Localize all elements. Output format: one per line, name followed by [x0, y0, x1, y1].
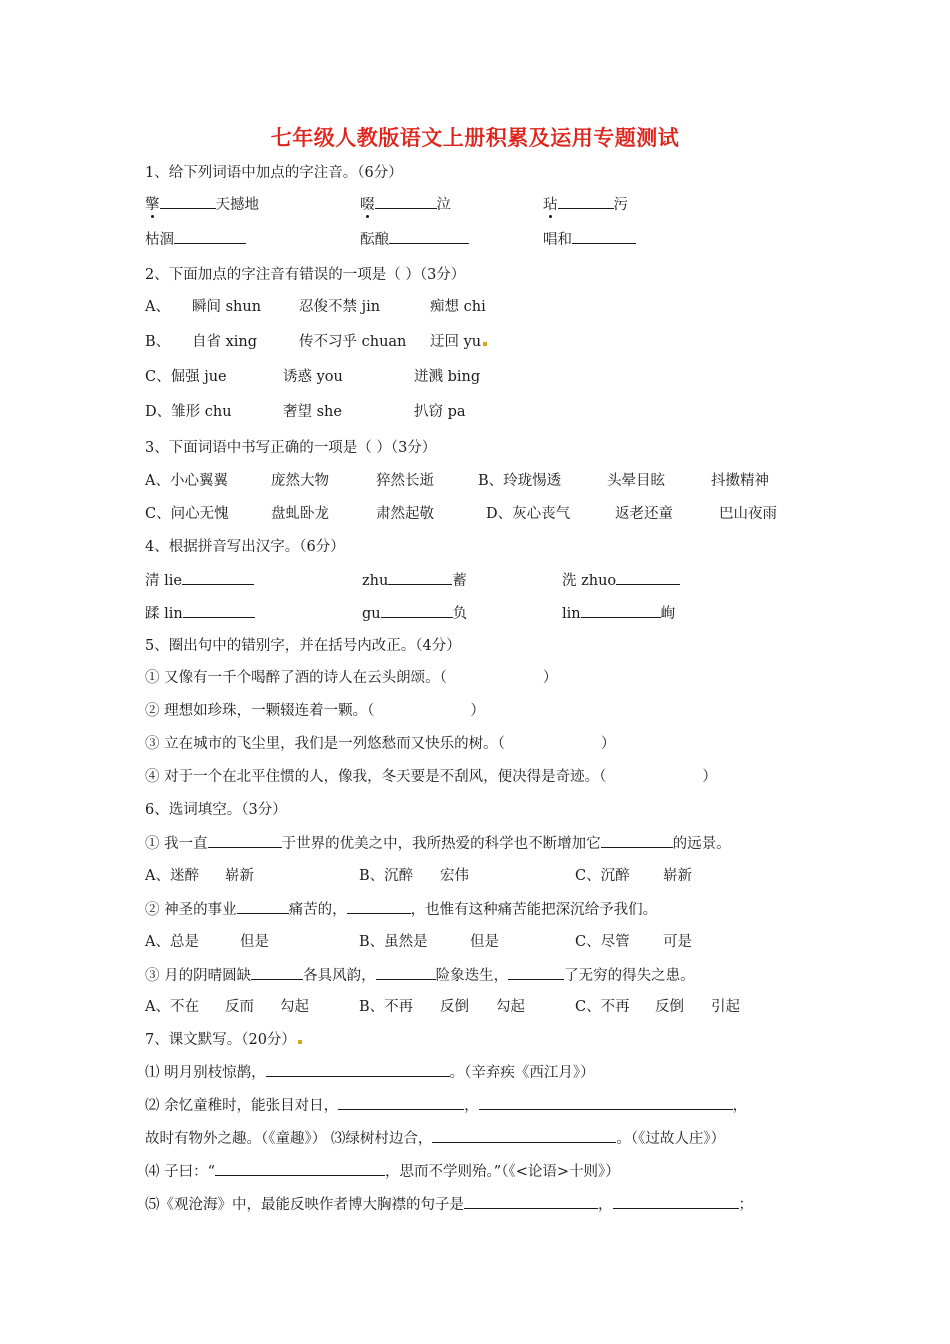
q7-p5-part: ⑸《观沧海》中，最能反映作者博大胸襟的句子是 [145, 1197, 464, 1213]
q6-option: C、不再 [575, 999, 630, 1015]
q7-poem-1 [145, 1062, 595, 1083]
q1-blank-4[interactable] [174, 229, 246, 244]
q6-option: A、总是 [145, 934, 199, 950]
q6-s1-part: 于世界的优美之中，我所热爱的科学也不断增加它 [281, 836, 601, 852]
q6-option: B、虽然是 [359, 934, 428, 950]
q1-row-1 [145, 194, 845, 216]
q7-poem-2 [145, 1095, 747, 1116]
q7-p1-part: 。（辛弃疾《西江月》） [449, 1065, 595, 1081]
q4-item-2: zhu [362, 573, 389, 589]
q6-option: 勾起 [496, 999, 525, 1015]
page-title: 七年级人教版语文上册积累及运用专题测试 [270, 125, 680, 150]
q7-p5-part: ， [598, 1197, 613, 1213]
q4-item-5: gu [362, 606, 381, 622]
q3-item: 返老还童 [615, 506, 673, 522]
q6-option: 勾起 [280, 999, 309, 1015]
q6-option: B、不再 [359, 999, 414, 1015]
q6-s3-part: ③ 月的阴晴圆缺 [145, 968, 252, 984]
q6-option: C、沉醉 [575, 868, 630, 884]
q1-word-1-rest: 天撼地 [215, 197, 259, 213]
q7-heading-text: 7、课文默写。（20分） [145, 1032, 296, 1048]
q7-heading [145, 1030, 302, 1050]
q6-option: B、沉醉 [359, 868, 414, 884]
q4-blank-3[interactable] [616, 570, 680, 585]
q5-sentence-1-text: ① 又像有一千个喝醉了酒的诗人在云头朗颂。（ [145, 670, 447, 686]
q3-item: D、灰心丧气 [486, 506, 571, 522]
q6-s1-part: ① 我一直 [145, 836, 208, 852]
q3-item: 肃然起敬 [376, 506, 434, 522]
q6-sentence-2 [145, 899, 657, 920]
q2-c-item-2: 诱惑 you [283, 369, 343, 385]
q1-row-2 [145, 229, 845, 251]
q5-sentence-3 [145, 734, 615, 754]
q1-word-4: 枯涸 [145, 232, 174, 248]
q3-row-2 [145, 504, 845, 526]
q7-poem-3 [145, 1128, 725, 1149]
q2-option-c [145, 367, 845, 389]
q7-blank[interactable] [215, 1161, 385, 1176]
q2-b-label: B、 [145, 334, 171, 350]
q1-blank-1[interactable] [160, 194, 216, 209]
q6-s1-part: 的远景。 [672, 836, 731, 852]
q6-option: 宏伟 [440, 868, 469, 884]
q1-word-3-rest: 污 [613, 197, 628, 213]
q6-option: A、不在 [145, 999, 199, 1015]
q2-option-b [145, 332, 845, 354]
q3-item: A、小心翼翼 [145, 473, 228, 489]
q6-option: A、迷醉 [145, 868, 199, 884]
q4-blank-4[interactable] [183, 603, 255, 618]
q7-p3-part: 。（《过故人庄》） [616, 1131, 726, 1147]
q4-blank-5[interactable] [381, 603, 453, 618]
q7-p2-part: ， [464, 1098, 479, 1114]
q4-blank-1[interactable] [182, 570, 254, 585]
q6-option: 反倒 [655, 999, 684, 1015]
q2-b-item-2: 传不习乎 chuan [299, 334, 407, 350]
q6-sentence-1 [145, 833, 731, 854]
q6-options-2 [145, 932, 845, 954]
q6-blank[interactable] [237, 899, 289, 914]
q4-blank-2[interactable] [388, 570, 452, 585]
q6-option: 但是 [470, 934, 499, 950]
q1-word-6: 唱和 [543, 232, 572, 248]
q7-p2-part: ⑵ 余忆童稚时，能张目对日， [145, 1098, 339, 1114]
q7-p5-part: ； [738, 1197, 753, 1213]
q6-blank[interactable] [251, 965, 303, 980]
q4-row-2 [145, 603, 845, 625]
q4-heading: 4、根据拼音写出汉字。（6分） [145, 539, 345, 555]
q2-a-item-3: 痴想 chi [430, 299, 486, 315]
q6-option: 崭新 [663, 868, 692, 884]
q2-c-item-1: C、倔强 jue [145, 369, 227, 385]
q6-option: 崭新 [225, 868, 254, 884]
q6-s3-part: 各具风韵， [303, 968, 376, 984]
q6-option: 可是 [663, 934, 692, 950]
q6-s3-part: 险象迭生， [435, 968, 509, 984]
q1-word-1-char: 擎 [145, 197, 160, 213]
q6-options-1 [145, 866, 845, 888]
q7-poem-5 [145, 1194, 753, 1215]
yellow-dot-marker [298, 1040, 302, 1044]
q6-blank[interactable] [347, 899, 411, 914]
q5-heading: 5、圈出句中的错别字，并在括号内改正。（4分） [145, 638, 461, 654]
q5-sentence-4 [145, 767, 717, 787]
q1-heading: 1、给下列词语中加点的字注音。（6分） [145, 165, 403, 181]
yellow-dot-marker [483, 342, 487, 346]
q1-word-2-rest: 泣 [436, 197, 451, 213]
q5-sentence-3-text: ③ 立在城市的飞尘里，我们是一列悠愁而又快乐的树。（ [145, 736, 505, 752]
q7-blank[interactable] [266, 1062, 450, 1077]
q6-option: 但是 [240, 934, 269, 950]
q2-d-item-3: 扒窃 pa [414, 404, 466, 420]
q1-blank-2[interactable] [375, 194, 437, 209]
q6-option: C、尽管 [575, 934, 630, 950]
q3-item: 巴山夜雨 [719, 506, 777, 522]
q6-heading: 6、选词填空。（3分） [145, 802, 287, 818]
q5-paren-close: ） [542, 670, 558, 686]
q2-d-item-1: D、雏形 chu [145, 404, 232, 420]
q7-blank[interactable] [338, 1095, 464, 1110]
q3-item: 头晕目眩 [607, 473, 665, 489]
q6-blank[interactable] [601, 833, 673, 848]
q6-blank[interactable] [208, 833, 282, 848]
q1-blank-3[interactable] [558, 194, 614, 209]
q4-item-6: lin [562, 606, 581, 622]
q1-blank-5[interactable] [389, 229, 469, 244]
q6-s2-part: ，也惟有这种痛苦能把深沉给予我们。 [410, 902, 658, 918]
q4-row-1 [145, 570, 845, 592]
q3-heading: 3、下面词语中书写正确的一项是（ ）（3分） [145, 440, 437, 456]
q2-c-item-3: 迸溅 bing [414, 369, 481, 385]
q6-s3-part: 了无穷的得失之患。 [564, 968, 695, 984]
q2-a-item-2: 忍俊不禁 jin [299, 299, 381, 315]
q6-option: 反倒 [440, 999, 469, 1015]
q7-p4-part: ⑷ 子曰：“ [145, 1164, 216, 1180]
q5-sentence-2 [145, 701, 485, 721]
q6-blank[interactable] [508, 965, 564, 980]
q6-option: 反而 [225, 999, 254, 1015]
q7-blank[interactable] [613, 1194, 739, 1209]
q2-b-item-3: 迂回 yu [430, 334, 482, 350]
q2-option-d [145, 402, 845, 424]
q6-blank[interactable] [376, 965, 436, 980]
q7-blank[interactable] [479, 1095, 733, 1110]
q3-item: 盘虬卧龙 [271, 506, 329, 522]
q3-item: 猝然长逝 [376, 473, 434, 489]
q3-item: C、问心无愧 [145, 506, 229, 522]
q6-sentence-3 [145, 965, 695, 986]
q7-p2-part: ， [732, 1098, 748, 1114]
q4-item-5-char: 负 [452, 606, 468, 622]
q4-blank-6[interactable] [581, 603, 661, 618]
q3-item: 抖擞精神 [711, 473, 769, 489]
q5-sentence-2-text: ② 理想如珍珠，一颗辍连着一颗。（ [145, 703, 375, 719]
q5-sentence-1 [145, 668, 557, 688]
q5-sentence-4-text: ④ 对于一个在北平住惯的人，像我，冬天要是不刮风，便决得是奇迹。（ [145, 769, 607, 785]
q7-p1-part: ⑴ 明月别枝惊鹊， [145, 1065, 266, 1081]
q5-paren-close: ） [702, 769, 717, 785]
q5-paren-close: ） [470, 703, 485, 719]
q5-paren-close: ） [600, 736, 616, 752]
q2-b-item-1: 自省 xing [192, 334, 258, 350]
q4-item-3: 洗 zhuo [562, 573, 617, 589]
q6-option: 引起 [711, 999, 740, 1015]
q7-p4-part: ，思而不学则殆。”（《<论语>十则》） [385, 1164, 620, 1180]
q3-row-1 [145, 471, 845, 493]
q2-option-a [145, 297, 845, 319]
q7-blank[interactable] [432, 1128, 616, 1143]
q2-a-item-1: 瞬间 shun [192, 299, 262, 315]
q7-p3-part: 故时有物外之趣。（《童趣》） ⑶绿树村边合， [145, 1131, 433, 1147]
q1-blank-6[interactable] [572, 229, 636, 244]
q4-item-1: 清 lie [145, 573, 182, 589]
q2-heading: 2、下面加点的字注音有错误的一项是（ ）（3分） [145, 267, 466, 283]
q2-d-item-2: 奢望 she [283, 404, 342, 420]
q1-word-5: 酝酿 [360, 232, 389, 248]
q3-item: B、玲珑惕透 [478, 473, 562, 489]
q6-s2-part: 痛苦的， [288, 902, 347, 918]
q7-poem-4 [145, 1161, 620, 1182]
q1-word-3-char: 玷 [543, 197, 558, 213]
q6-options-3 [145, 997, 845, 1019]
q4-item-4: 蹂 lin [145, 606, 183, 622]
q2-a-label: A、 [145, 299, 170, 315]
q7-blank[interactable] [464, 1194, 598, 1209]
q3-item: 庞然大物 [271, 473, 329, 489]
q4-item-2-char: 蓄 [452, 573, 467, 589]
q1-word-2-char: 啜 [360, 197, 375, 213]
q4-item-6-char: 峋 [660, 606, 676, 622]
q6-s2-part: ② 神圣的事业 [145, 902, 237, 918]
